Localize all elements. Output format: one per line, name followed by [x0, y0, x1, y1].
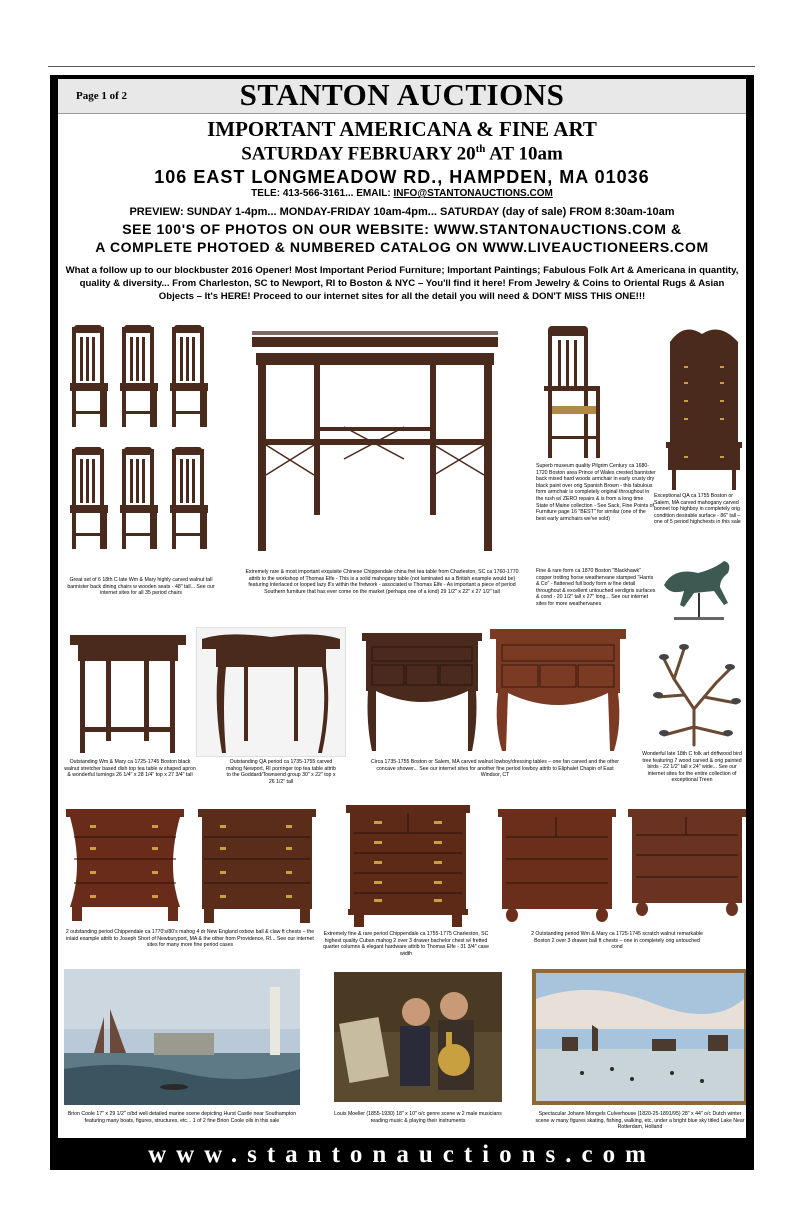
sale-date: SATURDAY FEBRUARY 20th AT 10am — [241, 143, 563, 165]
photo-chairs — [66, 323, 214, 568]
preview-hours: PREVIEW: SUNDAY 1-4pm... MONDAY-FRIDAY 10am-4pm... SATURDAY (day of sale) FROM 8:30am-10am — [129, 206, 675, 218]
painting-winter — [532, 969, 746, 1105]
caption-tavern-table: Outstanding Wm & Mary ca 1725-1745 Boston black walnut stretcher based dish top tea table w shaped apron & wonderful turnings 26 1/4" x 28 1/4" top x 27 3/4" tall — [64, 759, 196, 779]
photo-wm-mary-chests — [498, 807, 746, 925]
caption-lowboys: Circa 1735-1755 Boston or Salem, MA carved walnut lowboy/dressing tables – one fan carved and the other concave shower... See our internet sites for another fine period lowboy attrib to Eliphalet Chapin of East Windsor, CT — [371, 759, 619, 779]
caption-marine-painting: Brion Coole 17" x 29 1/2" o/bd well detailed marine scene depicting Hurst Castle near Southampton featuring many boats, figures, structures, etc... 1 of 2 fine Brion Coole oils in this sale — [67, 1111, 297, 1124]
photo-lowboy-2 — [490, 629, 626, 753]
intro-paragraph: What a follow up to our blockbuster 2016 Opener! Most Important Period Furniture; Important Paintings; Fabulous Folk Art & Americana in quantity, quality & diversity... From Charleston, SC to Newport, RI to Boston & NYC – You'll find it here! From Jewelry & Coins to Oriental Rugs & Asian Objects – It's HERE! Proceed to our internet sites for all the detail you will need & DON'T MISS THIS ONE!!! — [65, 265, 739, 302]
photo-china-table — [244, 329, 506, 559]
caption-armchair: Superb museum quality Pilgrim Century ca 1680-1720 Boston area Prince of Wales crested bannister back mixed hard woods armchair in early crusty dry black paint over orig Spanish Brown - this fabulous form armchair is completely original throughout in the rush w/ ZERO repairs & is from a long time State of Maine collection - See Sack, Fine Points of Furniture page 16 "BEST" for similar (one of the best early armchairs we've sold) — [536, 463, 656, 522]
sale-title: IMPORTANT AMERICANA & FINE ART — [207, 117, 597, 141]
caption-winter-painting: Spectacular Johann Mongels Culverhouse (1820-25-1891/95) 28" x 44" o/c Dutch winter scene w many figures skating, fishing, walking, etc, under a bright blue sky titled Lake Near Rotterdam, Holland — [535, 1111, 745, 1131]
caption-wm-mary-chests: 2 Outstanding period Wm & Mary ca 1725-1745 scratch walnut remarkable Boston 2 over 3 drawer ball ft chests – one in completely orig untouched cond — [531, 931, 703, 951]
photo-bird-tree — [644, 639, 744, 749]
caption-oxbow-chests: 2 outstanding period Chippendale ca 1770's/80's mahog 4 dr New England oxbow ball & claw ft chests – the inlaid example attrib to Joseph Short of Newburyport, MA & the other from Providence, RI... See our internet sites for many more fine period cases — [65, 929, 315, 949]
caption-bird-tree: Wonderful late 18th C folk art driftwood bird tree featuring 7 wood carved & orig painted birds - 22 1/2" tall x 24" wide... See our internet sites for the entire collection of exceptional Treen — [642, 751, 742, 784]
caption-chairs: Great set of 6 18th C late Wm & Mary highly carved walnut tall bannister back dining chairs w wooden seats - 48" tall... See our internet sites for all 35 period chairs — [67, 577, 215, 597]
caption-highboy: Exceptional QA ca 1755 Boston or Salem, MA carved mahogany carved bonnet top highboy in completely orig condition desirable surface - 86" tall – one of 5 period highchests in this sale — [654, 493, 741, 526]
photo-weathervane — [654, 555, 746, 625]
page-label: Page 1 of 2 — [76, 90, 128, 102]
header-band — [58, 79, 746, 114]
content-panel — [58, 79, 746, 1138]
photo-tea-table — [196, 627, 346, 757]
contact-line: TELE: 413-566-3161... EMAIL: INFO@STANTONAUCTIONS.COM — [251, 188, 553, 199]
photo-oxbow-chests — [66, 807, 316, 927]
photo-lowboy-1 — [362, 633, 482, 753]
caption-charleston-chest: Extremely fine & rare period Chippendale ca 1755-1775 Charleston, SC highest quality Cuban mahog 2 over 3 drawer bachelor chest w/ fretted quarter columns & elegant hardware attrib to Thomas Elfe - 31 3/4" case width — [322, 931, 490, 957]
company-name: STANTON AUCTIONS — [239, 79, 565, 112]
website-line-1: SEE 100'S OF PHOTOS ON OUR WEBSITE: WWW.STANTONAUCTIONS.COM & — [122, 221, 682, 237]
photo-charleston-chest — [346, 805, 470, 927]
email-link[interactable]: INFO@STANTONAUCTIONS.COM — [393, 188, 553, 199]
caption-weathervane: Fine & rare form ca 1870 Boston "Blackhawk" copper trotting horse weathervane stamped "Harris & Co" - flattened full body form w fine detail throughout & excellent untouched verdigris surfaces & cond - 20 1/2" tall x 27" long... See our internet sites for more weathervanes — [536, 568, 656, 607]
painting-musicians — [334, 972, 502, 1102]
sale-address: 106 EAST LONGMEADOW RD., HAMPDEN, MA 01036 — [154, 167, 650, 187]
painting-marine — [64, 969, 300, 1105]
photo-armchair — [544, 326, 604, 460]
website-footer[interactable]: www.stantonauctions.com — [148, 1141, 656, 1168]
photo-tavern-table — [70, 635, 186, 755]
website-line-2: A COMPLETE PHOTOED & NUMBERED CATALOG ON WWW.LIVEAUCTIONEERS.COM — [95, 239, 709, 255]
caption-china-table: Extremely rare & most important exquisite Chinese Chippendale china fret tea table from Charleston, SC ca 1760-1770 attrib to the workshop of Thomas Elfe - This is a solid mahogany table (not laminated as a British example would be) featuring interlaced or looped lazy 8's within the fretwork - associated w Thomas Elfe - As important a piece of period Southern furniture that has ever come on the market (perhaps one of a kind) 29 1/2" x 22" x 27 1/2" tall — [245, 569, 519, 595]
photo-highboy — [664, 322, 744, 492]
top-rule — [48, 66, 755, 67]
caption-musicians-painting: Louis Moeller (1855-1930) 18" x 10" o/c genre scene w 2 male musicians reading music & playing their instruments — [334, 1111, 502, 1124]
caption-tea-table: Outstanding QA period ca 1735-1755 carved mahog Newport, RI porringer top tea table attrib to the Goddard/Townsend group 30" x 22" top x 26 1/2" tall — [226, 759, 336, 785]
